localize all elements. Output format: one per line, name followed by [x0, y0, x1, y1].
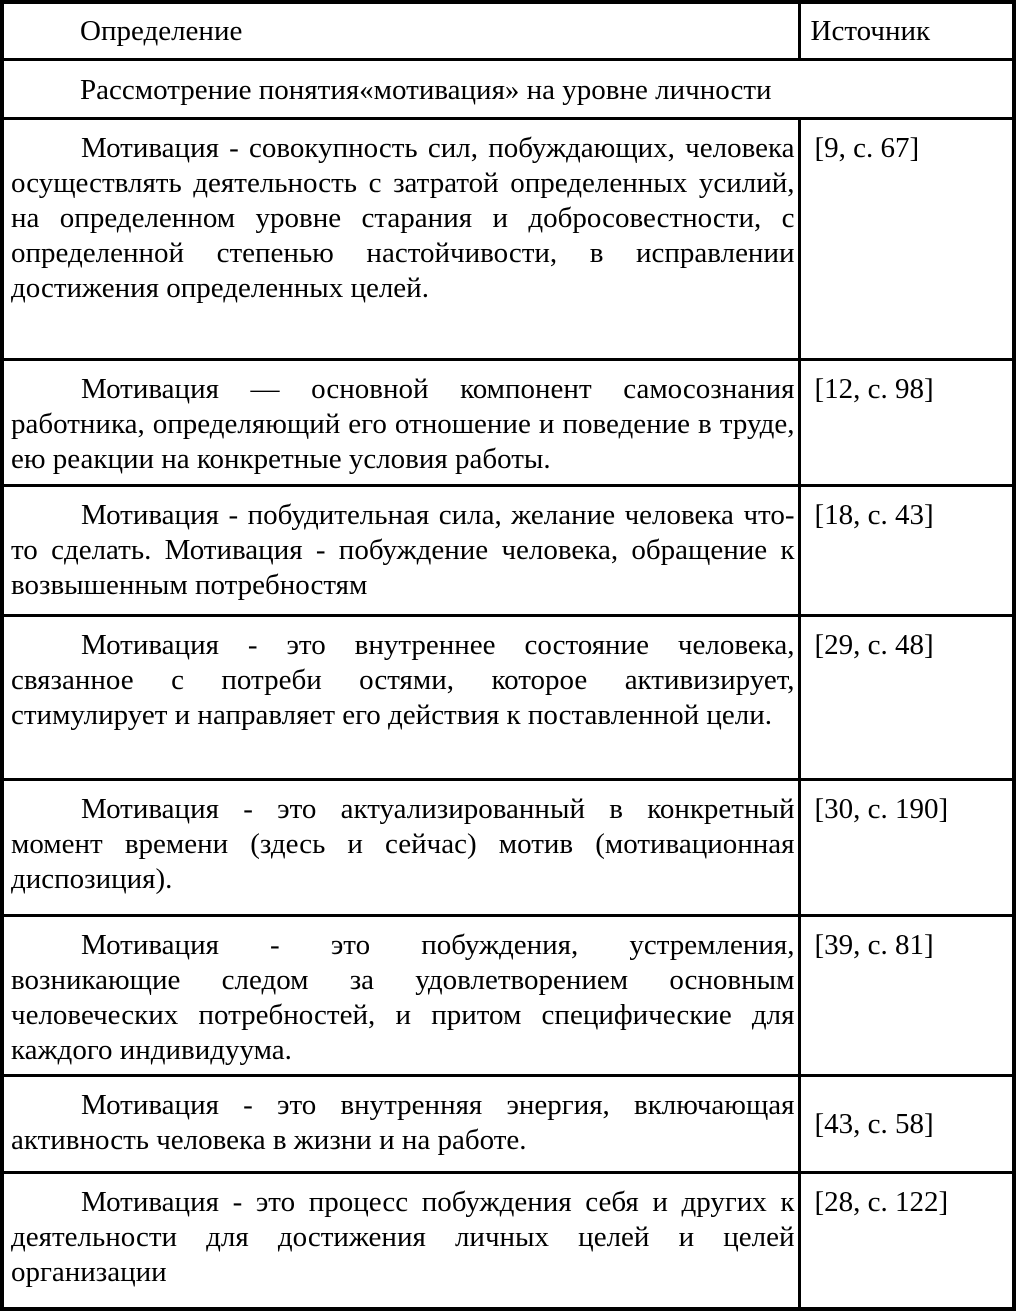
source-cell: [9, с. 67] — [799, 118, 1014, 359]
source-cell: [28, с. 122] — [799, 1172, 1014, 1309]
column-header-definition: Определение — [2, 2, 799, 59]
source-cell: [29, с. 48] — [799, 615, 1014, 779]
definition-cell: Мотивация - это внутренняя энергия, включающая активность человека в жизни и на работе. — [2, 1075, 799, 1172]
section-title-row — [2, 59, 1014, 118]
table-row — [2, 1172, 1014, 1309]
definition-cell: Мотивация - побудительная сила, желание человека что-то сделать. Мотивация - побуждение человека, обращение к возвышенным потребностям — [2, 485, 799, 615]
source-cell: [43, с. 58] — [799, 1075, 1014, 1172]
table-row — [2, 779, 1014, 915]
table-row — [2, 359, 1014, 485]
table-row — [2, 615, 1014, 779]
definition-cell: Мотивация - это актуализированный в конкретный момент времени (здесь и сейчас) мотив (мотивационная диспозиция). — [2, 779, 799, 915]
table-row — [2, 485, 1014, 615]
table-header-row — [2, 2, 1014, 59]
definition-cell: Мотивация — основной компонент самосознания работника, определяющий его отношение и поведение в труде, ею реакции на конкретные условия работы. — [2, 359, 799, 485]
table-row — [2, 1075, 1014, 1172]
table-row — [2, 915, 1014, 1075]
definition-cell: Мотивация - совокупность сил, побуждающих, человека осуществлять деятельность с затратой определенных усилий, на определенном уровне старания и добросовестности, с определенной степенью настойчивости, в исправлении достижения определенных целей. — [2, 118, 799, 359]
definition-cell: Мотивация - это побуждения, устремления, возникающие следом за удовлетворением основным человеческих потребностей, и притом специфические для каждого индивидуума. — [2, 915, 799, 1075]
definition-cell: Мотивация - это процесс побуждения себя и других к деятельности для достижения личных целей и целей организации — [2, 1172, 799, 1309]
source-cell: [18, с. 43] — [799, 485, 1014, 615]
source-cell: [39, с. 81] — [799, 915, 1014, 1075]
column-header-source: Источник — [799, 2, 1014, 59]
source-cell: [30, с. 190] — [799, 779, 1014, 915]
definition-cell: Мотивация - это внутреннее состояние человека, связанное с потреби остями, которое активизирует, стимулирует и направляет его действия к поставленной цели. — [2, 615, 799, 779]
source-cell: [12, с. 98] — [799, 359, 1014, 485]
table-row — [2, 118, 1014, 359]
section-title: Рассмотрение понятия«мотивация» на уровне личности — [2, 59, 1014, 118]
